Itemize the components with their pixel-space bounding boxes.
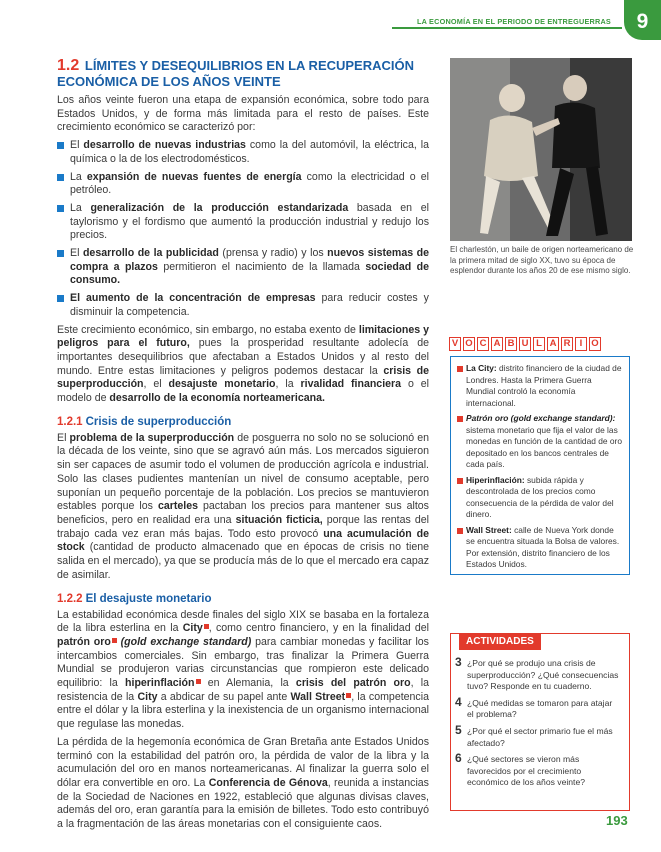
bullet-square-icon [57, 205, 64, 212]
vocab-letter: A [547, 337, 559, 351]
bullet-square-icon [57, 174, 64, 181]
page-number: 193 [606, 813, 628, 828]
vocab-letter: V [449, 337, 461, 351]
activities-list [455, 655, 621, 794]
subsection-title-overproduction: 1.2.1 Crisis de superproducción [57, 415, 232, 428]
vocab-letter: A [491, 337, 503, 351]
photo-caption: El charlestón, un baile de origen norteamericano de la primera mitad de siglo XX, tuvo su época de esplendor durante los años 20 de ese mismo siglo. [450, 245, 634, 275]
bullet-square-icon [57, 142, 64, 149]
vocab-letter: L [533, 337, 545, 351]
vocab-item: Hiperinflación: subida rápida y descontrolada de los precios como consecuencia de la pérdida de valor del dinero. [457, 475, 623, 521]
activity-item: 6 ¿Qué sectores se vieron más favorecidos por el crecimiento económico de los años veinte? [455, 751, 586, 788]
section-title-line1: LÍMITES Y DESEQUILIBRIOS EN LA RECUPERACIÓN [84, 58, 415, 73]
vocab-letter: B [505, 337, 517, 351]
monetary-paragraph-2: La pérdida de la hegemonía económica de Gran Bretaña ante Estados Unidos terminó con la estabilidad del patrón oro, la pérdida de valor de la libra y la acumulación del oro en manos norteamericanas. Al finalizar la guerra solo el dólar era convertible en oro. La Conferencia de Génova, reunida a instancias de la Sociedad de Naciones en 1922, estableció que algunas divisas claves, además del oro, eran garantía para la emisión de billetes. Todo esto contribuyó a la fragmentación de las áreas monetarias con el consiguiente caos. [57, 735, 429, 831]
vocab-letter: R [561, 337, 573, 351]
vocab-item: Patrón oro (gold exchange standard): sistema monetario que fija el valor de las monedas en función de la cantidad de oro depositado en los bancos centrales de cada país. [457, 413, 623, 471]
vocab-letter: I [575, 337, 587, 351]
running-title: LA ECONOMÍA EN EL PERIODO DE ENTREGUERRAS [416, 17, 611, 26]
bullet-square-icon [457, 528, 463, 534]
vocab-letter: O [463, 337, 475, 351]
section-title-line2: ECONÓMICA DE LOS AÑOS VEINTE [57, 74, 281, 89]
section-number: 1.2 [57, 57, 80, 74]
dancers-illustration-icon [450, 58, 632, 241]
subsection-title-monetary: 1.2.2 El desajuste monetario [57, 592, 212, 605]
header-rule [392, 27, 622, 29]
bullet-square-icon [457, 478, 463, 484]
vocabulary-box [450, 356, 630, 575]
bullet-square-icon [57, 250, 64, 257]
activities-title: ACTIVIDADES [459, 633, 541, 650]
vocab-letter: U [519, 337, 531, 351]
list-item: La generalización de la producción estandarizada basada en el taylorismo y el fordismo que aumentó la producción industrial y redujo los precios. [57, 202, 429, 243]
bullet-square-icon [457, 416, 463, 422]
bullet-square-icon [57, 295, 64, 302]
list-item: El aumento de la concentración de empresas para reducir costes y disminuir la competencia. [57, 292, 429, 319]
vocab-letter: O [589, 337, 601, 351]
limitations-paragraph: Este crecimiento económico, sin embargo, no estaba exento de limitaciones y peligros para el futuro, pues la prosperidad resultante adolecía de importantes desequilibrios que afectaban a Estados Unidos y al resto del mundo. Entre estas limitaciones y peligros podemos destacar la crisis de superproducción, el desajuste monetario, la rivalidad financiera o el modelo de desarrollo de la economía norteamericana. [57, 323, 430, 405]
charleston-photo [450, 58, 632, 241]
monetary-paragraph-1: La estabilidad económica desde finales del siglo XIX se basaba en la fortaleza de la libra esterlina en la City , como centro financiero, y en la finalidad del patrón oro (gold exchange standard) para cambiar monedas y facilitar los intercambios comerciales. Sin embargo, tras finalizar la Primera Guerra Mundial se produjeron varias circunstancias que rompieron este delicado equilibrio: la hiperinflación en Alemania, la crisis del patrón oro, la resistencia de la City a abdicar de su papel ante Wall Street , la competencia entre el dólar y la libra esterlina y la inexistencia de un organismo internacional que regulase las monedas. [57, 608, 429, 731]
vocab-item: La City: distrito financiero de la ciudad de Londres. Hasta la Primera Guerra Mundial controló la economía internacional. [457, 363, 623, 409]
bullet-square-icon [457, 366, 463, 372]
vocab-letter: C [477, 337, 489, 351]
overproduction-paragraph: El problema de la superproducción de posguerra no solo no se solucionó en la década de los veinte, sino que se agravó aún más. Los mercados siguieron sin ser capaces de asumir todo el volumen de producción agrícola e industrial. Solo las clases pudientes mantenían un nivel de consumo aceptable, pero suponían un pequeño porcentaje de la población. Los precios se mantuvieron estables porque los carteles pactaban los precios para mantener sus altos beneficios, pero en realidad era una situación ficticia, porque las rentas del trabajo cada vez eran más bajas. Todo esto provocó una acumulación de stock (cantidad de producto almacenado que en épocas de crisis no tiene salida en el mercado), ya que se producía más de lo que el mercado era capaz de asimilar. [57, 431, 429, 581]
vocabulary-banner [449, 337, 601, 351]
list-item: El desarrollo de la publicidad (prensa y radio) y los nuevos sistemas de compra a plazos permitieron el nacimiento de la llamada sociedad de consumo. [57, 247, 429, 288]
list-item: El desarrollo de nuevas industrias como la del automóvil, la eléctrica, la química o la de los electrodomésticos. [57, 139, 429, 166]
intro-paragraph: Los años veinte fueron una etapa de expansión económica, sobre todo para Estados Unidos, y de forma más limitada para el resto de países. Este crecimiento económico se caracterizó por: [57, 94, 429, 134]
main-column [57, 58, 429, 832]
page-header [0, 0, 661, 38]
section-title [57, 58, 429, 90]
activity-item: 3 ¿Por qué se produjo una crisis de superproducción? ¿Qué consecuencias tuvo? Responde en tu cuaderno. [455, 655, 619, 692]
activities-box [450, 633, 630, 811]
chapter-number-tab: 9 [624, 0, 661, 40]
activity-item: 4 ¿Qué medidas se tomaron para atajar el problema? [455, 694, 613, 720]
characteristics-list [57, 139, 429, 319]
activity-item: 5 ¿Por qué el sector primario fue el más afectado? [455, 722, 613, 748]
list-item: La expansión de nuevas fuentes de energía como la electricidad o el petróleo. [57, 171, 429, 198]
vocab-item: Wall Street: calle de Nueva York donde se encuentra situada la Bolsa de valores. Por extensión, distrito financiero de los Estados Unidos. [457, 525, 623, 571]
